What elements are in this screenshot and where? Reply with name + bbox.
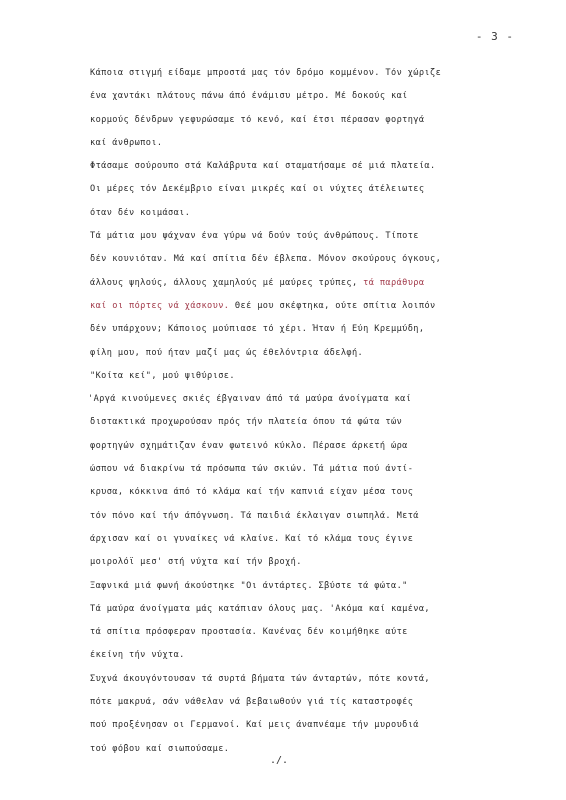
text-line: μοιρολόϊ μεσ' στή νύχτα καί τήν βροχή.	[90, 557, 302, 568]
text-segment-red: καί οι πόρτες νά χάσκουν.	[90, 300, 230, 311]
text-line: Τά μάτια μου ψάχναν ένα γύρω νά δούν τούς άνθρώπους. Τίποτε	[90, 231, 419, 242]
text-line: κρυσα, κόκκινα άπό τό κλάμα καί τήν καπνιά είχαν μέσα τους	[90, 487, 414, 498]
text-line: πού προξένησαν οι Γερμανοί. Καί μεις άναπνέαμε τήν μυρουδιά	[90, 720, 419, 731]
text-line-mixed	[90, 301, 530, 311]
text-line: Κάποια στιγμή είδαμε μπροστά μας τόν δρόμο κομμένον. Τόν χώριζε	[90, 68, 442, 78]
page-number: - 3 -	[475, 30, 514, 43]
text-line: φορτηγών σχημάτιζαν έναν φωτεινό κύκλο. Πέρασε άρκετή ώρα	[90, 440, 408, 451]
text-line: πότε μακρυά, σάν νάθελαν νά βεβαιωθούν γιά τίς καταστροφές	[90, 697, 414, 708]
text-line: άρχισαν καί οι γυναίκες νά κλαίνε. Καί τό κλάμα τους έγινε	[90, 533, 414, 544]
text-segment-red: τά παράθυρα	[357, 277, 425, 288]
text-line: Ξαφνικά μιά φωνή άκούστηκε "Οι άντάρτες. Σβύστε τά φώτα."	[90, 580, 408, 591]
text-line: Οι μέρες τόν Δεκέμβριο είναι μικρές καί οι νύχτες άτέλειωτες	[90, 184, 425, 195]
text-line: Συχνά άκουγόντουσαν τά συρτά βήματα τών άνταρτών, πότε κοντά,	[90, 673, 431, 684]
text-segment: άλλους ψηλούς, άλλους χαμηλούς μέ μαύρες τρύπες,	[90, 277, 358, 288]
text-line: τόν πόνο καί τήν άπόγνωση. Τά παιδιά έκλαιγαν σιωπηλά. Μετά	[90, 510, 419, 521]
text-line: τού φόβου καί σιωπούσαμε.	[90, 743, 230, 754]
continuation-mark: ./.	[270, 755, 289, 766]
text-segment: Θεέ μου σκέφτηκα, ούτε σπίτια λοιπόν	[229, 300, 436, 311]
text-line: καί άνθρωποι.	[90, 137, 163, 148]
body-text	[90, 68, 530, 767]
text-line: Τά μαύρα άνοίγματα μάς κατάπιαν όλους μας. 'Ακόμα καί καμένα,	[90, 603, 431, 614]
text-line: "Κοίτα κεί", μού ψιθύρισε.	[90, 370, 235, 381]
text-line: δέν υπάρχουν; Κάποιος μούπιασε τό χέρι. Ήταν ή Εύη Κρεμμύδη,	[90, 324, 425, 335]
text-line: όταν δέν κοιμάσαι.	[90, 207, 191, 218]
text-line: φίλη μου, πού ήταν μαζί μας ώς έθελόντρια άδελφή.	[90, 347, 364, 358]
text-line: ώσπου νά διακρίνω τά πρόσωπα τών σκιών. Τά μάτια πού άντί-	[90, 464, 414, 475]
text-line: κορμούς δένδρων γεφυρώσαμε τό κενό, καί έτσι πέρασαν φορτηγά	[90, 114, 425, 125]
text-line: έκείνη τήν νύχτα.	[90, 650, 185, 661]
text-line: διστακτικά προχωρούσαν πρός τήν πλατεία όπου τά φώτα τών	[90, 417, 403, 428]
text-line: 'Αργά κινούμενες σκιές έβγαιναν άπό τά μαύρα άνοίγματα καί	[88, 394, 412, 405]
text-line: δέν κουνιόταν. Μά καί σπίτια δέν έβλεπα. Μόνον σκούρους όγκους,	[90, 254, 442, 265]
text-line: Φτάσαμε σούρουπο στά Καλάβρυτα καί σταματήσαμε σέ μιά πλατεία.	[90, 161, 436, 172]
text-line-mixed	[90, 278, 530, 288]
text-line: ένα χαντάκι πλάτους πάνω άπό ένάμισυ μέτρο. Μέ δοκούς καί	[90, 91, 408, 102]
text-line: τά σπίτια πρόσφεραν προστασία. Κανένας δέν κοιμήθηκε αύτε	[90, 627, 408, 638]
